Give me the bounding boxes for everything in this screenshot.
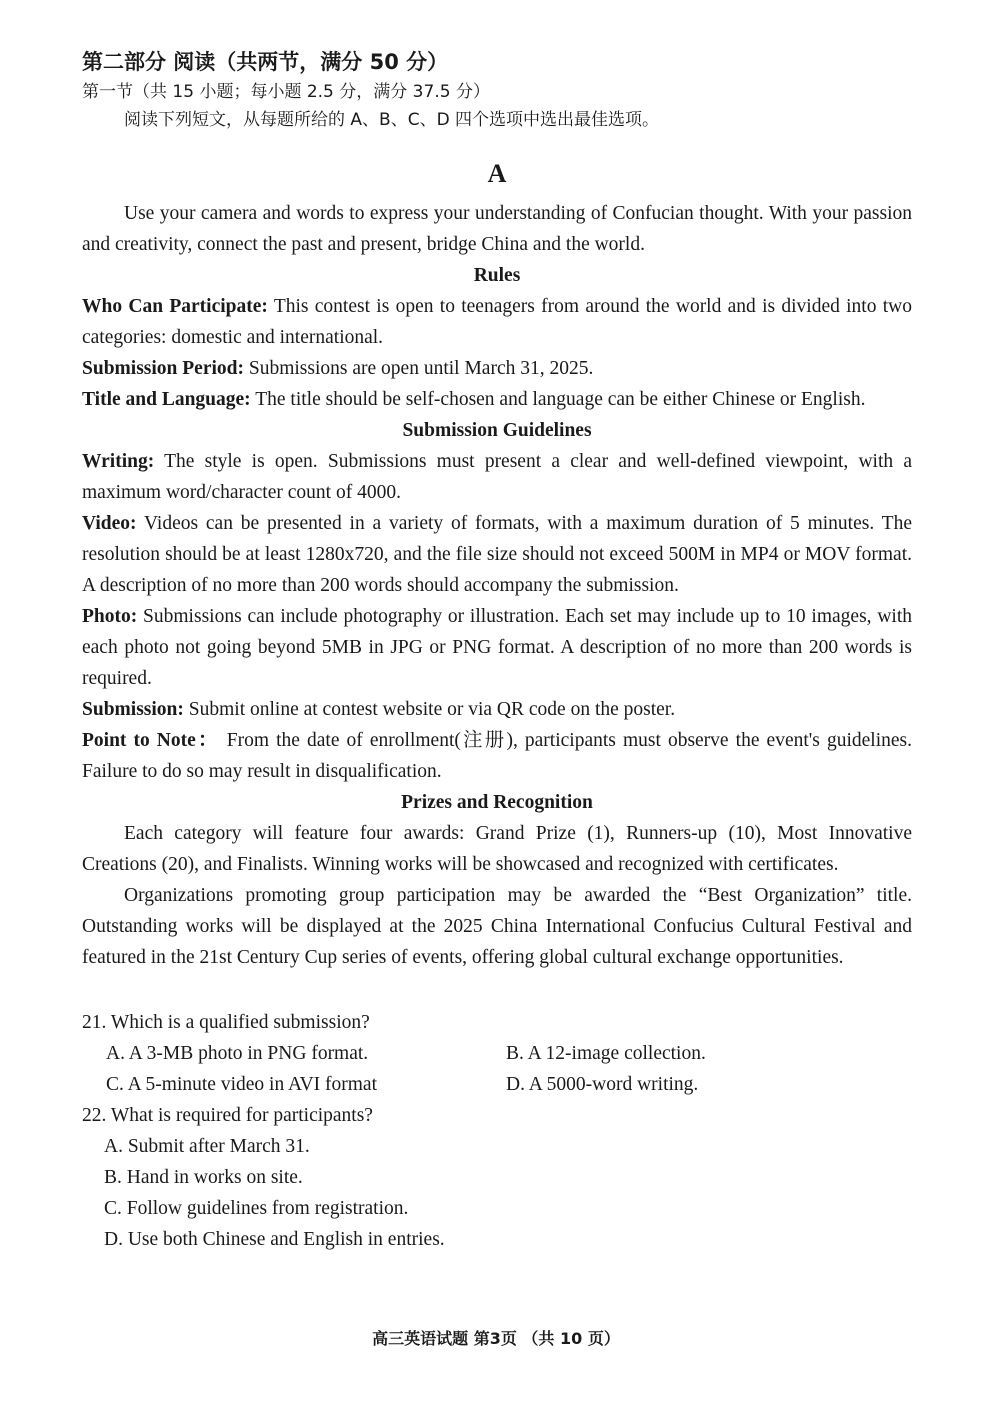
- passage-letter: A: [487, 159, 507, 188]
- option-b: B. A 12-image collection.: [506, 1043, 706, 1064]
- prizes-paragraph: Organizations promoting group participation may be awarded the “Best Organization” title. Outstanding works will be displayed at the 2025 China International Confucius Cultural Festival and featured in the 21st Century Cup series of events, offering global cultural exchange opportunities.: [82, 885, 912, 968]
- rule-text: The title should be self-chosen and language can be either Chinese or English.: [250, 389, 866, 410]
- guideline-item: [82, 508, 912, 601]
- prizes-paragraph: Each category will feature four awards: Grand Prize (1), Runners-up (10), Most Innovative Creations (20), and Finalists. Winning works will be showcased and recognized with certificates.: [82, 823, 912, 875]
- guideline-text: Submit online at contest website or via QR code on the poster.: [183, 699, 676, 720]
- prizes-heading: Prizes and Recognition: [401, 792, 593, 813]
- rule-text: Submissions are open until March 31, 2025.: [244, 358, 594, 379]
- question-options: [106, 1038, 912, 1100]
- part-title: 第二部分 阅读（共两节，满分 50 分）: [82, 50, 449, 74]
- section-title: 第一节（共 15 小题；每小题 2.5 分，满分 37.5 分）: [82, 82, 490, 102]
- option-b: B. Hand in works on site.: [104, 1167, 303, 1188]
- option-d: D. Use both Chinese and English in entries.: [104, 1229, 445, 1250]
- guideline-text: Submissions can include photography or illustration. Each set may include up to 10 images, with each photo not going beyond 5MB in JPG or PNG format. A description of no more than 200 words is required.: [82, 606, 912, 689]
- rule-text: This contest is open to teenagers from around the world and is divided into two categories: domestic and international.: [82, 296, 913, 348]
- rule-label: Submission Period:: [82, 358, 244, 379]
- guideline-text: Videos can be presented in a variety of formats, with a maximum duration of 5 minutes. The resolution should be at least 1280x720, and the file size should not exceed 500M in MP4 or MOV format. A description of no more than 200 words should accompany the submission.: [82, 513, 912, 596]
- rule-item: [82, 291, 912, 353]
- guideline-item: [82, 725, 912, 787]
- passage-intro: Use your camera and words to express your understanding of Confucian thought. With your passion and creativity, connect the past and present, bridge China and the world.: [82, 203, 912, 255]
- option-c: C. A 5-minute video in AVI format: [106, 1074, 378, 1095]
- guideline-text: From the date of enrollment(注册), participants must observe the event's guidelines. Failure to do so may result in disqualification.: [82, 730, 912, 782]
- guideline-item: [82, 694, 912, 725]
- rule-item: [82, 384, 912, 415]
- guideline-label: Submission:: [82, 699, 184, 720]
- question-stem: 22. What is required for participants?: [82, 1105, 373, 1126]
- guideline-label: Video:: [82, 513, 137, 534]
- option-a: A. Submit after March 31.: [104, 1136, 310, 1157]
- guideline-label: Writing:: [82, 451, 155, 472]
- questions-section: [82, 1007, 912, 1255]
- rule-label: Title and Language:: [82, 389, 251, 410]
- rules-heading: Rules: [473, 265, 521, 286]
- guideline-item: [82, 446, 912, 508]
- rule-label: Who Can Participate:: [82, 296, 268, 317]
- option-c: C. Follow guidelines from registration.: [104, 1198, 409, 1219]
- guidelines-heading: Submission Guidelines: [402, 420, 592, 441]
- question-stem: 21. Which is a qualified submission?: [82, 1012, 370, 1033]
- option-a: A. A 3-MB photo in PNG format.: [106, 1043, 369, 1064]
- guideline-text: The style is open. Submissions must present a clear and well-defined viewpoint, with a maximum word/character count of 4000.: [82, 451, 912, 503]
- rule-item: [82, 353, 912, 384]
- option-d: D. A 5000-word writing.: [506, 1074, 699, 1095]
- instruction: 阅读下列短文，从每题所给的 A、B、C、D 四个选项中选出最佳选项。: [124, 110, 660, 130]
- guideline-item: [82, 601, 912, 694]
- guideline-label: Photo:: [82, 606, 138, 627]
- page-footer: 高三英语试题 第3页 （共 10 页）: [372, 1329, 620, 1348]
- guideline-label: Point to Note：: [82, 730, 220, 751]
